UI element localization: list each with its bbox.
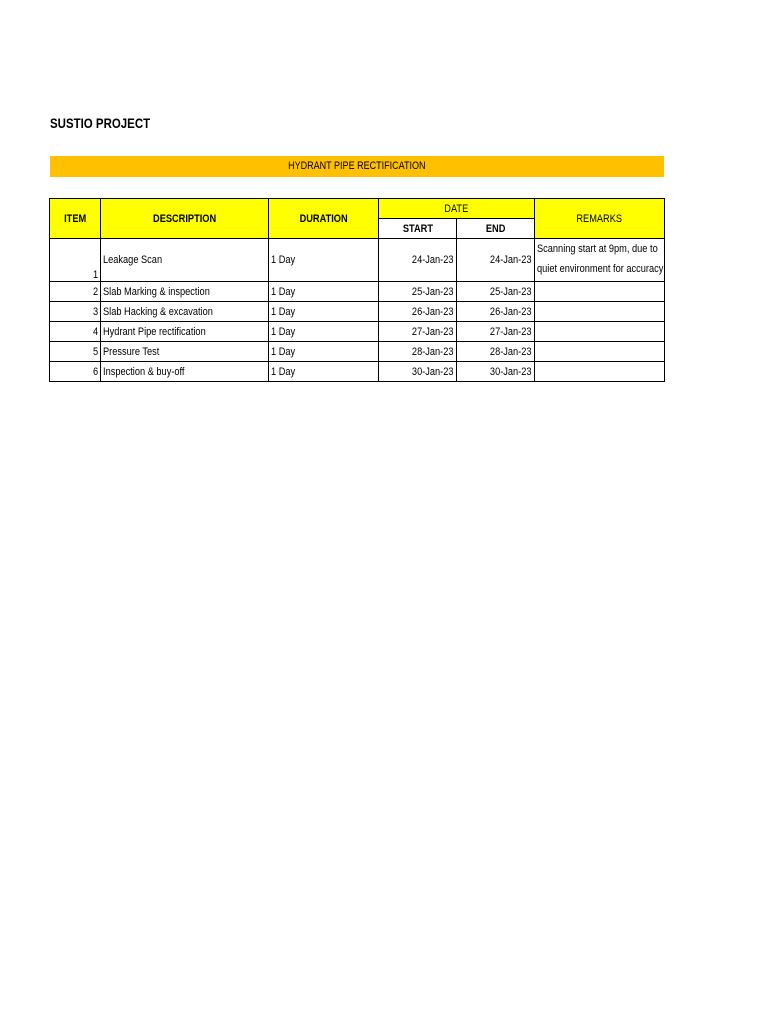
table-row: [50, 322, 665, 342]
description-cell: Hydrant Pipe rectification: [101, 322, 269, 342]
description-cell: Pressure Test: [101, 342, 269, 362]
remarks-cell: [535, 322, 665, 342]
start-date-cell: 26-Jan-23: [379, 302, 457, 322]
item-cell: 5: [50, 342, 101, 362]
header-item: ITEM: [50, 199, 101, 239]
header-row: [50, 199, 665, 219]
remarks-cell: [535, 342, 665, 362]
end-date-cell: 26-Jan-23: [457, 302, 535, 322]
end-date-cell: 30-Jan-23: [457, 362, 535, 382]
table-row: [50, 239, 665, 282]
duration-cell: 1 Day: [269, 302, 379, 322]
item-cell: 4: [50, 322, 101, 342]
header-description: DESCRIPTION: [101, 199, 269, 239]
item-cell: 6: [50, 362, 101, 382]
item-cell: 3: [50, 302, 101, 322]
table-row: [50, 282, 665, 302]
duration-cell: 1 Day: [269, 362, 379, 382]
description-cell: Leakage Scan: [101, 239, 269, 282]
header-duration: DURATION: [269, 199, 379, 239]
section-banner: [50, 156, 664, 177]
description-cell: Slab Marking & inspection: [101, 282, 269, 302]
remarks-cell: [535, 302, 665, 322]
start-date-cell: 25-Jan-23: [379, 282, 457, 302]
item-cell: 2: [50, 282, 101, 302]
duration-cell: 1 Day: [269, 322, 379, 342]
header-start: START: [379, 219, 457, 239]
section-banner-title: HYDRANT PIPE RECTIFICATION: [288, 160, 426, 172]
project-title: SUSTIO PROJECT: [50, 115, 151, 131]
end-date-cell: 28-Jan-23: [457, 342, 535, 362]
item-cell: 1: [50, 239, 101, 282]
duration-cell: 1 Day: [269, 342, 379, 362]
table-row: [50, 342, 665, 362]
end-date-cell: 25-Jan-23: [457, 282, 535, 302]
description-cell: Slab Hacking & excavation: [101, 302, 269, 322]
start-date-cell: 30-Jan-23: [379, 362, 457, 382]
schedule-table: [49, 198, 665, 382]
header-remarks: REMARKS: [535, 199, 665, 239]
end-date-cell: 27-Jan-23: [457, 322, 535, 342]
end-date-cell: 24-Jan-23: [457, 239, 535, 282]
start-date-cell: 27-Jan-23: [379, 322, 457, 342]
remarks-line: Scanning start at 9pm, due to: [537, 243, 658, 255]
remarks-cell: [535, 282, 665, 302]
start-date-cell: 24-Jan-23: [379, 239, 457, 282]
header-date: DATE: [379, 199, 535, 219]
header-end: END: [457, 219, 535, 239]
table-row: [50, 362, 665, 382]
start-date-cell: 28-Jan-23: [379, 342, 457, 362]
description-cell: Inspection & buy-off: [101, 362, 269, 382]
duration-cell: 1 Day: [269, 282, 379, 302]
remarks-cell: [535, 239, 665, 282]
remarks-cell: [535, 362, 665, 382]
table-row: [50, 302, 665, 322]
duration-cell: 1 Day: [269, 239, 379, 282]
remarks-line: quiet environment for accuracy: [537, 263, 664, 275]
